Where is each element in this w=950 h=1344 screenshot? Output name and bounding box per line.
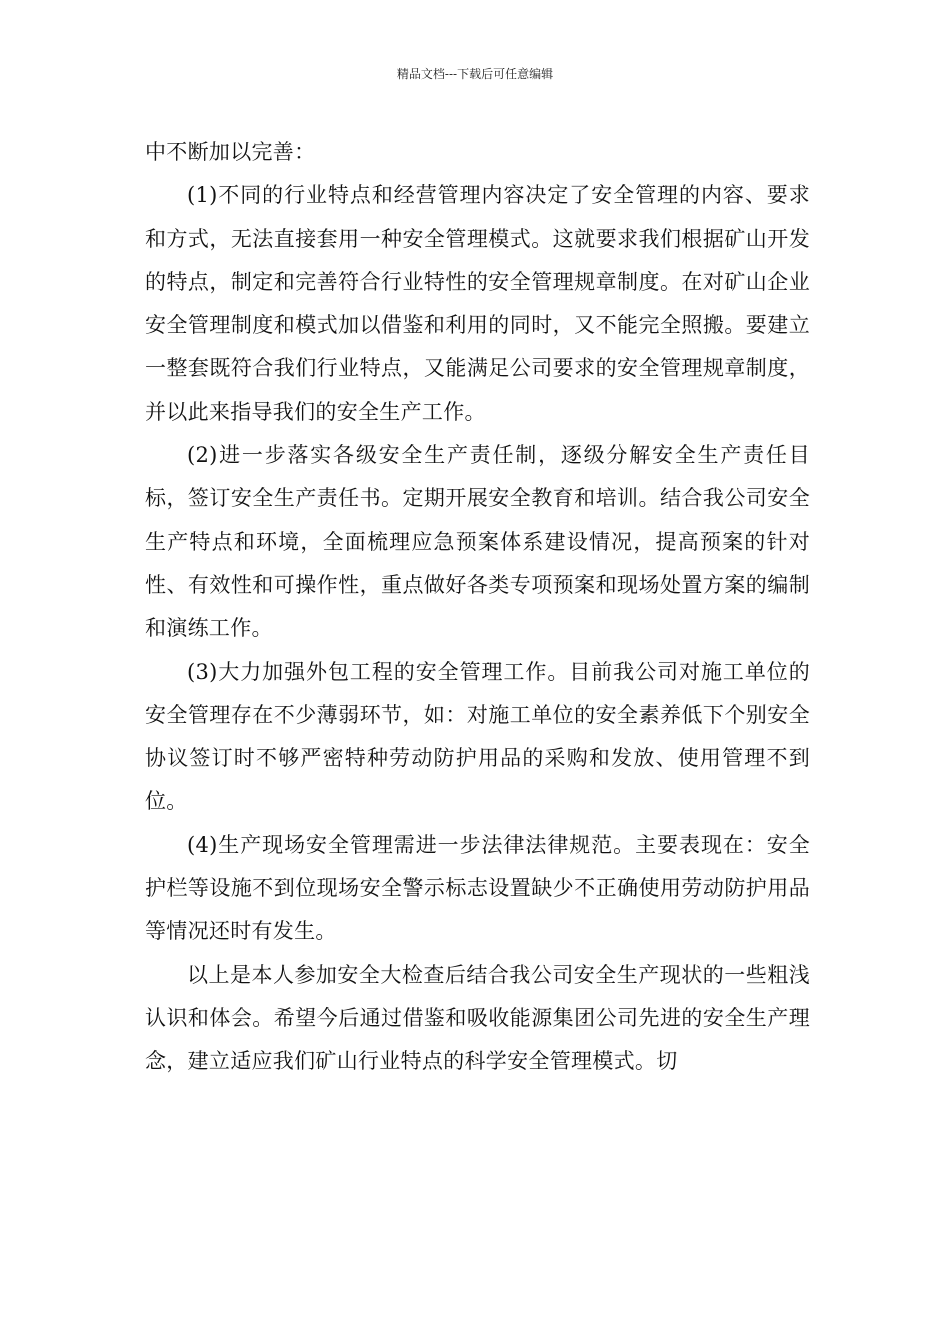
paragraph-item-4: (4)生产现场安全管理需进一步法律法律规范。主要表现在：安全护栏等设施不到位现场安全警示标志设置缺少不正确使用劳动防护用品等情况还时有发生。 bbox=[145, 832, 810, 944]
paragraph-item-3: (3)大力加强外包工程的安全管理工作。目前我公司对施工单位的安全管理存在不少薄弱环节，如：对施工单位的安全素养低下个别安全协议签订时不够严密特种劳动防护用品的采购和发放、使用管理不到位。 bbox=[145, 659, 810, 814]
page-header: 精品文档---下载后可任意编辑 bbox=[396, 67, 554, 81]
paragraph-item-2: (2)进一步落实各级安全生产责任制，逐级分解安全生产责任目标，签订安全生产责任书。定期开展安全教育和培训。结合我公司安全生产特点和环境，全面梳理应急预案体系建设情况，提高预案的针对性、有效性和可操作性，重点做好各类专项预案和现场处置方案的编制和演练工作。 bbox=[145, 443, 810, 641]
paragraph-continuation: 中不断加以完善： bbox=[145, 140, 316, 164]
paragraph-conclusion: 以上是本人参加安全大检查后结合我公司安全生产现状的一些粗浅认识和体会。希望今后通过借鉴和吸收能源集团公司先进的安全生产理念，建立适应我们矿山行业特点的科学安全管理模式。切 bbox=[145, 962, 810, 1074]
document-body bbox=[145, 131, 810, 1084]
paragraph-item-1: (1)不同的行业特点和经营管理内容决定了安全管理的内容、要求和方式，无法直接套用一种安全管理模式。这就要求我们根据矿山开发的特点，制定和完善符合行业特性的安全管理规章制度。在对矿山企业安全管理制度和模式加以借鉴和利用的同时，又不能完全照搬。要建立一整套既符合我们行业特点，又能满足公司要求的安全管理规章制度，并以此来指导我们的安全生产工作。 bbox=[145, 183, 810, 424]
